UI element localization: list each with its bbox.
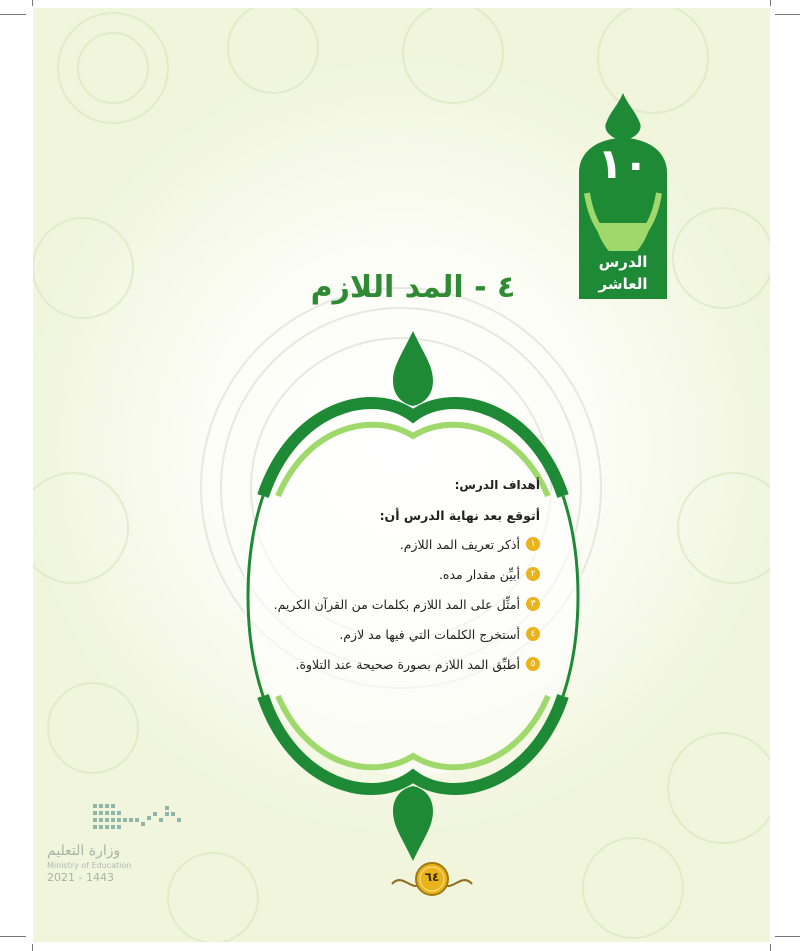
number-bullet-icon: ١ <box>526 537 540 551</box>
page-number: ٦٤ <box>424 870 440 884</box>
lesson-label-line2: العاشر <box>598 275 648 293</box>
objective-text: أستخرج الكلمات التي فيها مد لازم. <box>339 627 520 642</box>
crop-mark <box>32 944 33 951</box>
number-bullet-icon: ٢ <box>526 567 540 581</box>
lesson-badge <box>573 93 673 308</box>
objective-item <box>240 627 540 657</box>
ministry-logo-icon <box>93 802 188 838</box>
number-bullet-icon: ٣ <box>526 597 540 611</box>
crop-mark <box>32 0 33 6</box>
lesson-label-line1: الدرس <box>598 253 648 271</box>
lesson-objectives <box>240 478 540 687</box>
objective-text: أمثِّل على المد اللازم بكلمات من القرآن الكريم. <box>273 597 520 612</box>
crop-mark <box>775 936 800 937</box>
ministry-name-english: Ministry of Education <box>47 861 132 870</box>
crop-mark <box>770 0 771 6</box>
number-bullet-icon: ٥ <box>526 657 540 671</box>
objective-text: أبيِّن مقدار مده. <box>438 567 520 582</box>
crop-mark <box>0 14 26 15</box>
objective-item <box>240 567 540 597</box>
number-bullet-icon: ٤ <box>526 627 540 641</box>
objective-text: أطبِّق المد اللازم بصورة صحيحة عند التلاوة. <box>295 657 520 672</box>
objectives-list <box>240 537 540 687</box>
ministry-logo <box>33 802 193 884</box>
crop-mark <box>0 936 26 937</box>
objective-text: أذكر تعريف المد اللازم. <box>399 537 520 552</box>
lesson-title: ٤ - المد اللازم <box>310 270 516 305</box>
objective-item <box>240 657 540 687</box>
book-page <box>33 8 770 942</box>
page-number-medallion <box>387 862 477 902</box>
objectives-heading: أهداف الدرس: <box>454 478 540 492</box>
edition-year: 2021 - 1443 <box>47 871 114 884</box>
objective-item <box>240 597 540 627</box>
crop-mark <box>775 14 800 15</box>
lesson-number: ١٠ <box>597 139 649 188</box>
objective-item <box>240 537 540 567</box>
ministry-name-arabic: وزارة التعليم <box>47 843 121 859</box>
crop-mark <box>770 944 771 951</box>
objectives-intro: أتوقع بعد نهاية الدرس أن: <box>379 508 540 523</box>
